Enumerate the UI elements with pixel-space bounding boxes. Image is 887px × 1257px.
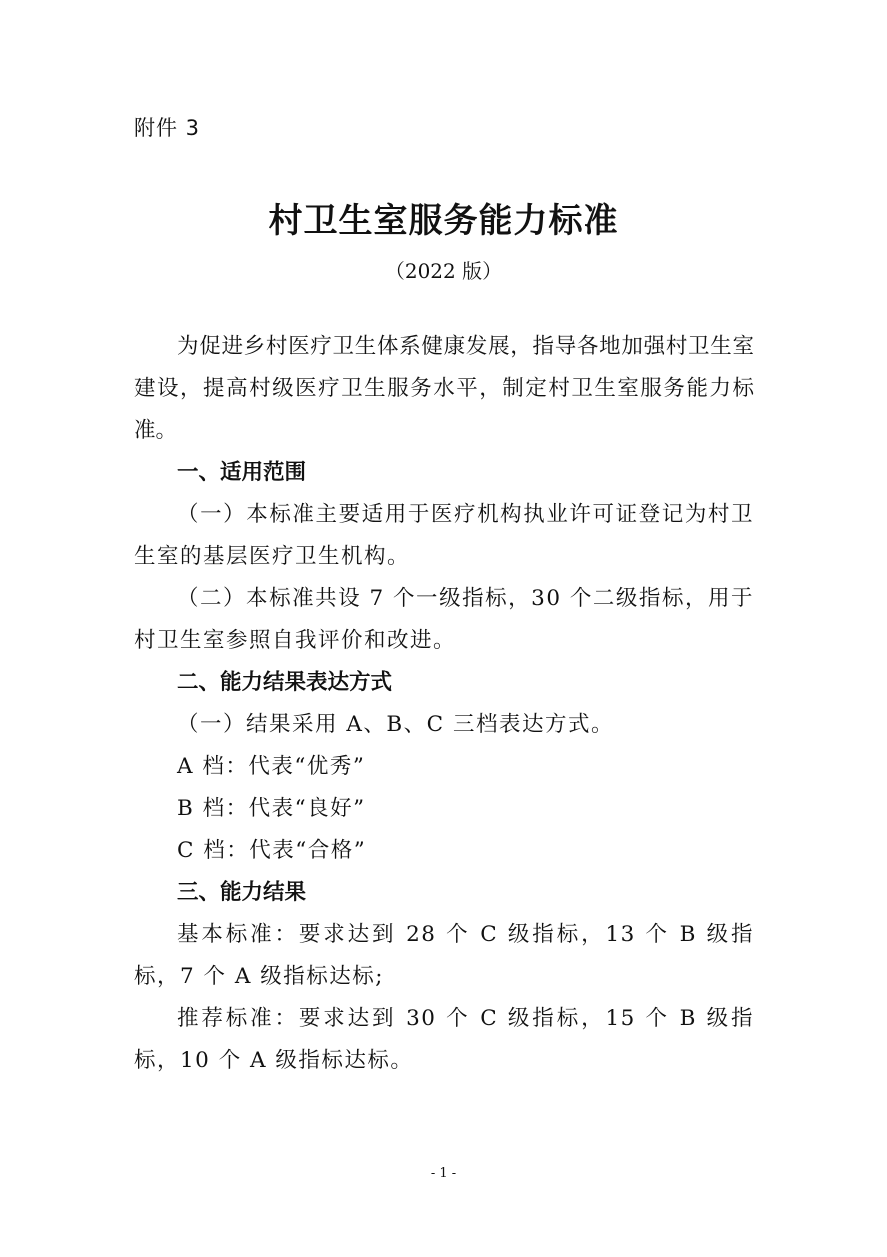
scope-item-2: （二）本标准共设 7 个一级指标，30 个二级指标，用于村卫生室参照自我评价和改进。	[134, 586, 754, 653]
document-body	[134, 326, 754, 1082]
attachment-label: 附件 3	[134, 116, 201, 140]
document-title: 村卫生室服务能力标准	[268, 201, 619, 241]
document-subtitle: （2022 版）	[384, 259, 503, 283]
intro-paragraph: 为促进乡村医疗卫生体系健康发展，指导各地加强村卫生室建设，提高村级医疗卫生服务水平，制定村卫生室服务能力标准。	[134, 334, 754, 443]
grade-a-line: A 档：代表“优秀”	[177, 754, 366, 779]
grade-b-line: B 档：代表“良好”	[177, 796, 366, 821]
section-heading-results: 三、能力结果	[177, 880, 307, 905]
grade-c-line: C 档：代表“合格”	[177, 838, 367, 863]
page-number: - 1 -	[430, 1166, 457, 1181]
section-heading-scope: 一、适用范围	[177, 460, 307, 485]
basic-standard-paragraph: 基本标准：要求达到 28 个 C 级指标，13 个 B 级指标，7 个 A 级指标达标;	[134, 922, 754, 989]
recommended-standard-paragraph: 推荐标准：要求达到 30 个 C 级指标，15 个 B 级指标，10 个 A 级指标达标。	[134, 1006, 754, 1073]
section-heading-expression: 二、能力结果表达方式	[177, 670, 393, 695]
expression-item-1: （一）结果采用 A、B、C 三档表达方式。	[177, 712, 614, 737]
scope-item-1: （一）本标准主要适用于医疗机构执业许可证登记为村卫生室的基层医疗卫生机构。	[134, 502, 754, 569]
